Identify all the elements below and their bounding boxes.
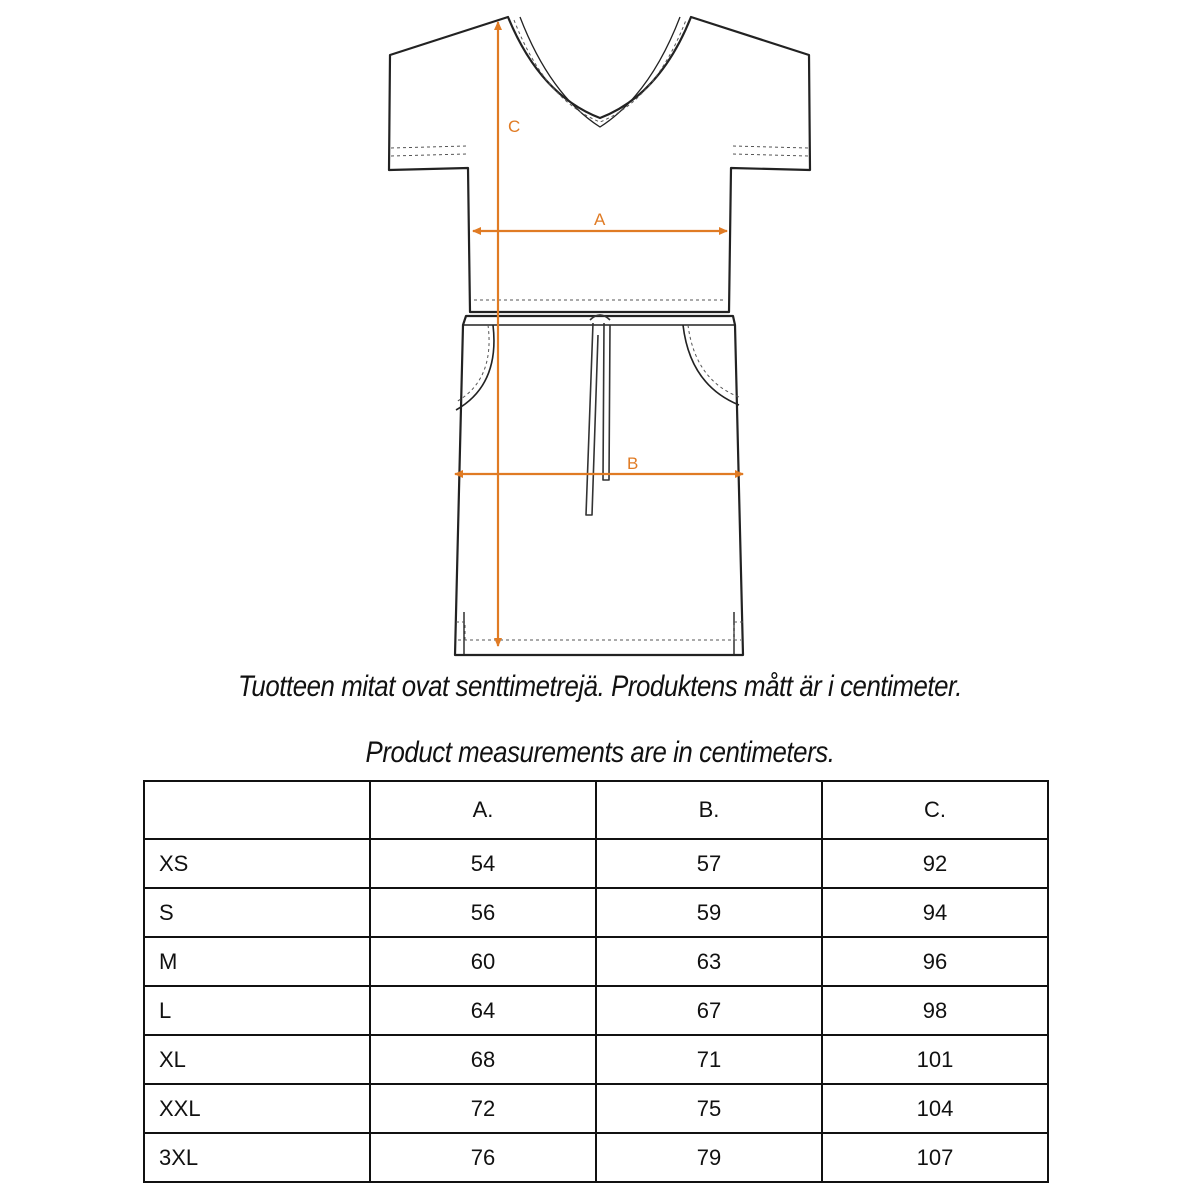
size-cell: 3XL	[144, 1133, 370, 1182]
a-cell: 76	[370, 1133, 596, 1182]
table-row	[144, 1133, 1048, 1182]
b-cell: 79	[596, 1133, 822, 1182]
header-b: B.	[596, 781, 822, 839]
header-c: C.	[822, 781, 1048, 839]
table-row	[144, 1035, 1048, 1084]
caption-english: Product measurements are in centimeters.	[365, 736, 835, 769]
table-header-row	[144, 781, 1048, 839]
dimension-c-label: C	[508, 117, 521, 136]
a-cell: 54	[370, 839, 596, 888]
c-cell: 94	[822, 888, 1048, 937]
dress-top-outline	[389, 17, 810, 312]
table-row	[144, 937, 1048, 986]
drawstring	[586, 315, 610, 515]
a-cell: 56	[370, 888, 596, 937]
b-cell: 63	[596, 937, 822, 986]
b-cell: 75	[596, 1084, 822, 1133]
size-chart-table	[143, 780, 1049, 1183]
a-cell: 68	[370, 1035, 596, 1084]
b-cell: 57	[596, 839, 822, 888]
header-size	[144, 781, 370, 839]
c-cell: 98	[822, 986, 1048, 1035]
c-cell: 101	[822, 1035, 1048, 1084]
size-cell: L	[144, 986, 370, 1035]
b-cell: 59	[596, 888, 822, 937]
table-row	[144, 839, 1048, 888]
size-cell: XL	[144, 1035, 370, 1084]
dimension-b-label: B	[627, 454, 639, 473]
c-cell: 96	[822, 937, 1048, 986]
caption-finnish-swedish: Tuotteen mitat ovat senttimetrejä. Produktens mått är i centimeter.	[237, 670, 963, 703]
a-cell: 64	[370, 986, 596, 1035]
a-cell: 72	[370, 1084, 596, 1133]
dimension-lines	[455, 22, 743, 646]
b-cell: 67	[596, 986, 822, 1035]
table-row	[144, 1084, 1048, 1133]
table-row	[144, 888, 1048, 937]
c-cell: 104	[822, 1084, 1048, 1133]
size-cell: XS	[144, 839, 370, 888]
size-cell: XXL	[144, 1084, 370, 1133]
header-a: A.	[370, 781, 596, 839]
c-cell: 107	[822, 1133, 1048, 1182]
size-cell: S	[144, 888, 370, 937]
size-cell: M	[144, 937, 370, 986]
b-cell: 71	[596, 1035, 822, 1084]
dress-top-stitching	[391, 20, 808, 300]
a-cell: 60	[370, 937, 596, 986]
table-row	[144, 986, 1048, 1035]
dimension-a-label: A	[594, 210, 606, 229]
c-cell: 92	[822, 839, 1048, 888]
